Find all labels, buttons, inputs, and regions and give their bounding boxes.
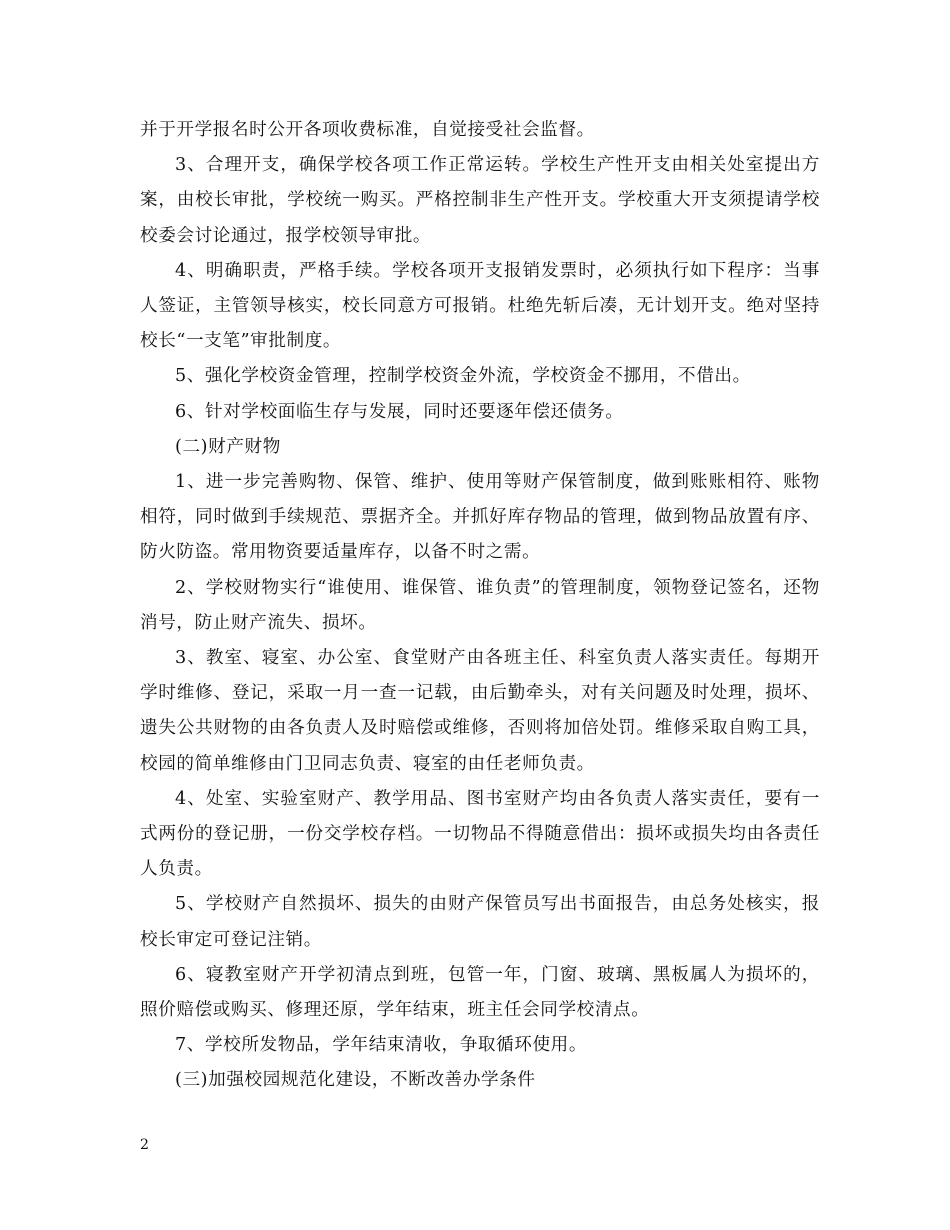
document-body [140,113,820,1099]
paragraph: 3、教室、寝室、办公室、食堂财产由各班主任、科室负责人落实责任。每期开学时维修、登记，采取一月一查一记载，由后勤牵头，对有关问题及时处理，损坏、遗失公共财物的由各负责人及时赔偿或维修，否则将加倍处罚。维修采取自购工具，校园的简单维修由门卫同志负责、寝室的由任老师负责。 [140,648,820,774]
paragraph: 6、针对学校面临生存与发展，同时还要逐年偿还债务。 [175,401,624,422]
paragraph: 1、进一步完善购物、保管、维护、使用等财产保管制度，做到账账相符、账物相符，同时做到手续规范、票据齐全。并抓好库存物品的管理，做到物品放置有序、防火防盗。常用物资要适量库存，以备不时之需。 [140,472,820,563]
paragraph: 6、寝教室财产开学初清点到班，包管一年，门窗、玻璃、黑板属人为损坏的，照价赔偿或购买、修理还原，学年结束，班主任会同学校清点。 [140,964,820,1021]
paragraph: 4、明确职责，严格手续。学校各项开支报销发票时，必须执行如下程序：当事人签证，主管领导核实，校长同意方可报销。杜绝先斩后凑，无计划开支。绝对坚持校长“一支笔”审批制度。 [140,260,820,352]
paragraph: 3、合理开支，确保学校各项工作正常运转。学校生产性开支由相关处室提出方案，由校长审批，学校统一购买。严格控制非生产性开支。学校重大开支须提请学校校委会讨论通过，报学校领导审批。 [140,155,820,246]
paragraph: 7、学校所发物品，学年结束清收，争取循环使用。 [175,1035,588,1056]
paragraph: 并于开学报名时公开各项收费标准，自觉接受社会监督。 [140,120,595,140]
paragraph: 4、处室、实验室财产、教学用品、图书室财产均由各负责人落实责任，要有一式两份的登记册，一份交学校存档。一切物品不得随意借出：损坏或损失均由各责任人负责。 [140,788,820,880]
page-number: 2 [140,1137,149,1153]
paragraph: 5、学校财产自然损坏、损失的由财产保管员写出书面报告，由总务处核实，报校长审定可登记注销。 [140,894,820,950]
section-heading: (二)财产财物 [175,436,281,457]
paragraph: 5、强化学校资金管理，控制学校资金外流，学校资金不挪用，不借出。 [175,366,751,387]
paragraph: 2、学校财物实行“谁使用、谁保管、谁负责”的管理制度，领物登记签名，还物消号，防止财产流失、损坏。 [140,577,820,633]
section-heading: (三)加强校园规范化建设，不断改善办学条件 [175,1070,536,1091]
